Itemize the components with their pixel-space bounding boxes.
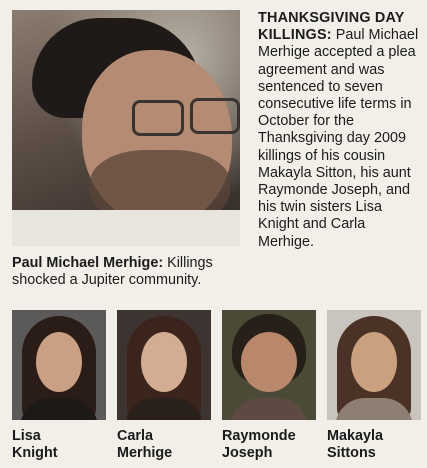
article-text <box>258 10 420 251</box>
merhige-portrait-photo <box>12 10 240 246</box>
victim-last-name: Knight <box>12 445 58 461</box>
victim-name-3 <box>222 428 318 462</box>
victim-last-name: Merhige <box>117 445 173 461</box>
caption-name: Paul Michael Merhige: <box>12 255 164 271</box>
victim-first-name: Raymonde <box>222 428 296 444</box>
victim-name-1 <box>12 428 108 462</box>
main-photo-caption <box>12 255 247 289</box>
victim-last-name: Joseph <box>222 445 273 461</box>
victim-photo-raymonde-joseph <box>222 310 316 420</box>
victim-name-4 <box>327 428 423 462</box>
victim-first-name: Makayla <box>327 428 384 444</box>
caption-text: Killings shocked a Jupiter community. <box>12 255 213 289</box>
article-kicker: THANKSGIVING DAY KILLINGS: <box>258 10 405 44</box>
article-body: Paul Michael Merhige accepted a plea agreement and was sentenced to seven consecutive life terms in October for the Thanksgiving day 2009 killings of his cousin Makayla Sitton, his aunt Raymonde Joseph, and his twin sisters Lisa Knight and Carla Merhige. <box>258 27 419 250</box>
victim-photo-carla-merhige <box>117 310 211 420</box>
victim-photo-lisa-knight <box>12 310 106 420</box>
victim-first-name: Carla <box>117 428 153 444</box>
victim-first-name: Lisa <box>12 428 41 444</box>
victim-last-name: Sittons <box>327 445 376 461</box>
victim-name-2 <box>117 428 213 462</box>
victim-photo-makayla-sittons <box>327 310 421 420</box>
